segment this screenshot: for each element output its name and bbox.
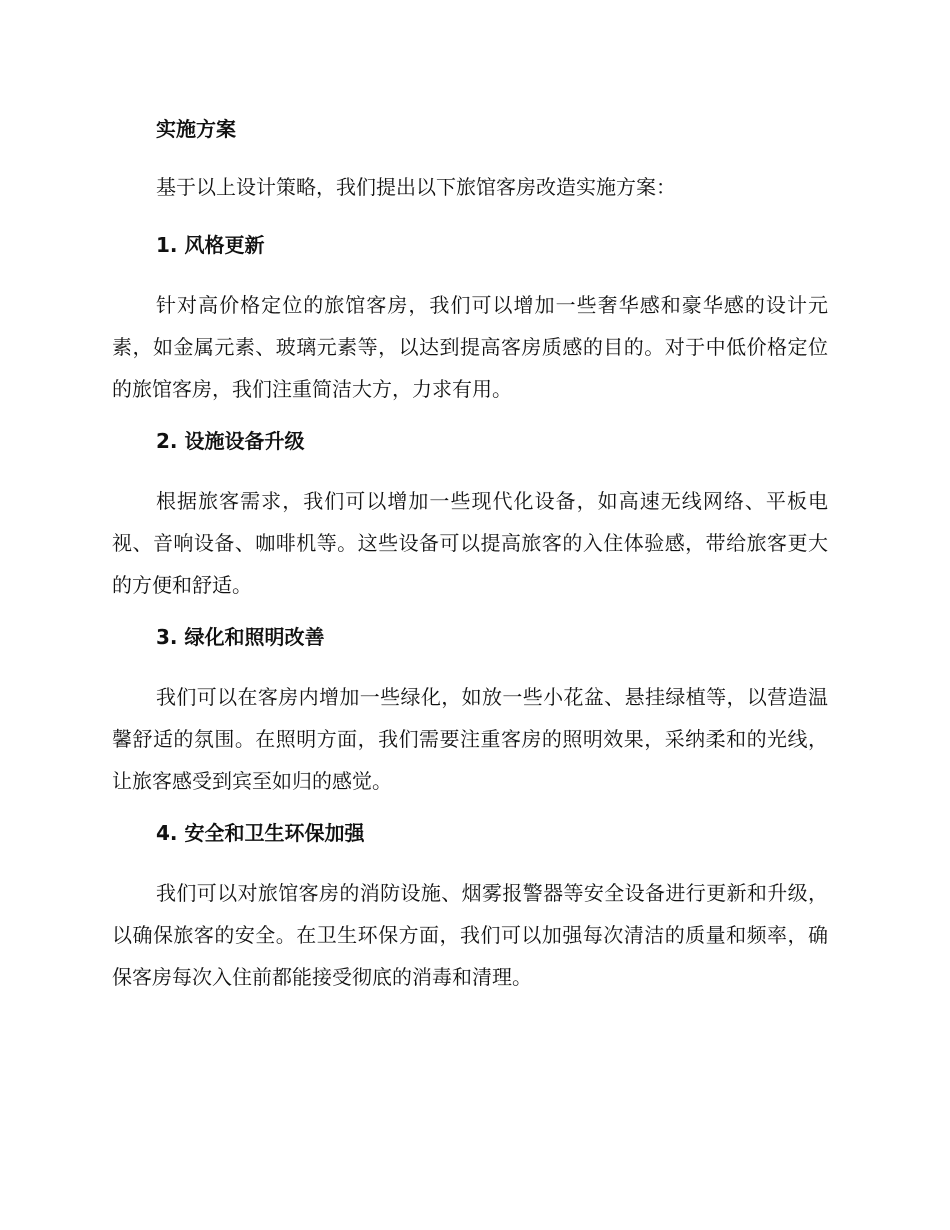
section-heading-4: 4. 安全和卫生环保加强 — [156, 821, 365, 845]
section-body-4: 我们可以对旅馆客房的消防设施、烟雾报警器等安全设备进行更新和升级，以确保旅客的安全。在卫生环保方面，我们可以加强每次清洁的质量和频率，确保客房每次入住前都能接受彻底的消毒和清理。 — [112, 881, 828, 989]
section-body-2: 根据旅客需求，我们可以增加一些现代化设备，如高速无线网络、平板电视、音响设备、咖啡机等。这些设备可以提高旅客的入住体验感，带给旅客更大的方便和舒适。 — [112, 489, 828, 597]
section-body-1: 针对高价格定位的旅馆客房，我们可以增加一些奢华感和豪华感的设计元素，如金属元素、玻璃元素等，以达到提高客房质感的目的。对于中低价格定位的旅馆客房，我们注重简洁大方，力求有用。 — [112, 293, 828, 401]
section-heading-3: 3. 绿化和照明改善 — [156, 625, 325, 649]
section-heading-2: 2. 设施设备升级 — [156, 429, 305, 453]
section-heading-1: 1. 风格更新 — [156, 233, 265, 257]
intro-paragraph: 基于以上设计策略，我们提出以下旅馆客房改造实施方案： — [156, 175, 676, 199]
document-title: 实施方案 — [156, 117, 236, 141]
section-body-3: 我们可以在客房内增加一些绿化，如放一些小花盆、悬挂绿植等，以营造温馨舒适的氛围。在照明方面，我们需要注重客房的照明效果，采纳柔和的光线，让旅客感受到宾至如归的感觉。 — [112, 685, 828, 793]
